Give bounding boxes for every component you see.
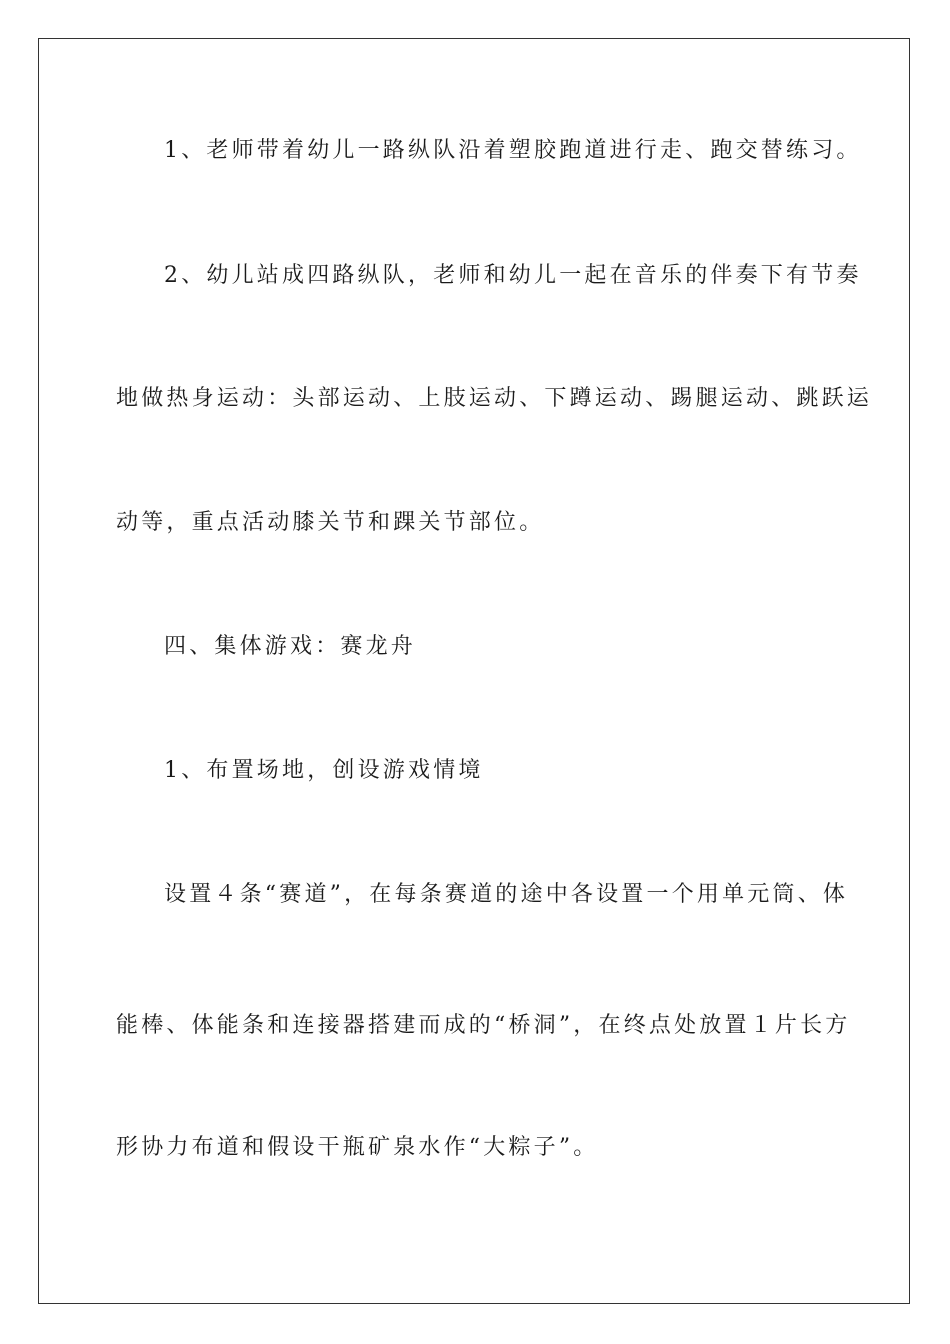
paragraph-line-3: 地做热身运动：头部运动、上肢运动、下蹲运动、踢腿运动、跳跃运 xyxy=(116,386,873,411)
paragraph-line-1: 1、老师带着幼儿一路纵队沿着塑胶跑道进行走、跑交替练习。 xyxy=(164,138,862,163)
paragraph-line-2: 2、幼儿站成四路纵队，老师和幼儿一起在音乐的伴奏下有节奏 xyxy=(164,263,862,288)
section-heading: 四、集体游戏：赛龙舟 xyxy=(164,634,417,659)
paragraph-line-6: 能棒、体能条和连接器搭建而成的“桥洞”，在终点处放置１片长方 xyxy=(116,1013,851,1038)
page-border xyxy=(38,38,910,1304)
paragraph-line-4: 动等，重点活动膝关节和踝关节部位。 xyxy=(116,510,545,535)
paragraph-line-5: 设置４条“赛道”，在每条赛道的途中各设置一个用单元筒、体 xyxy=(164,882,849,907)
paragraph-line-7: 形协力布道和假设干瓶矿泉水作“大粽子”。 xyxy=(116,1135,599,1160)
subheading: 1、布置场地，创设游戏情境 xyxy=(164,758,484,783)
